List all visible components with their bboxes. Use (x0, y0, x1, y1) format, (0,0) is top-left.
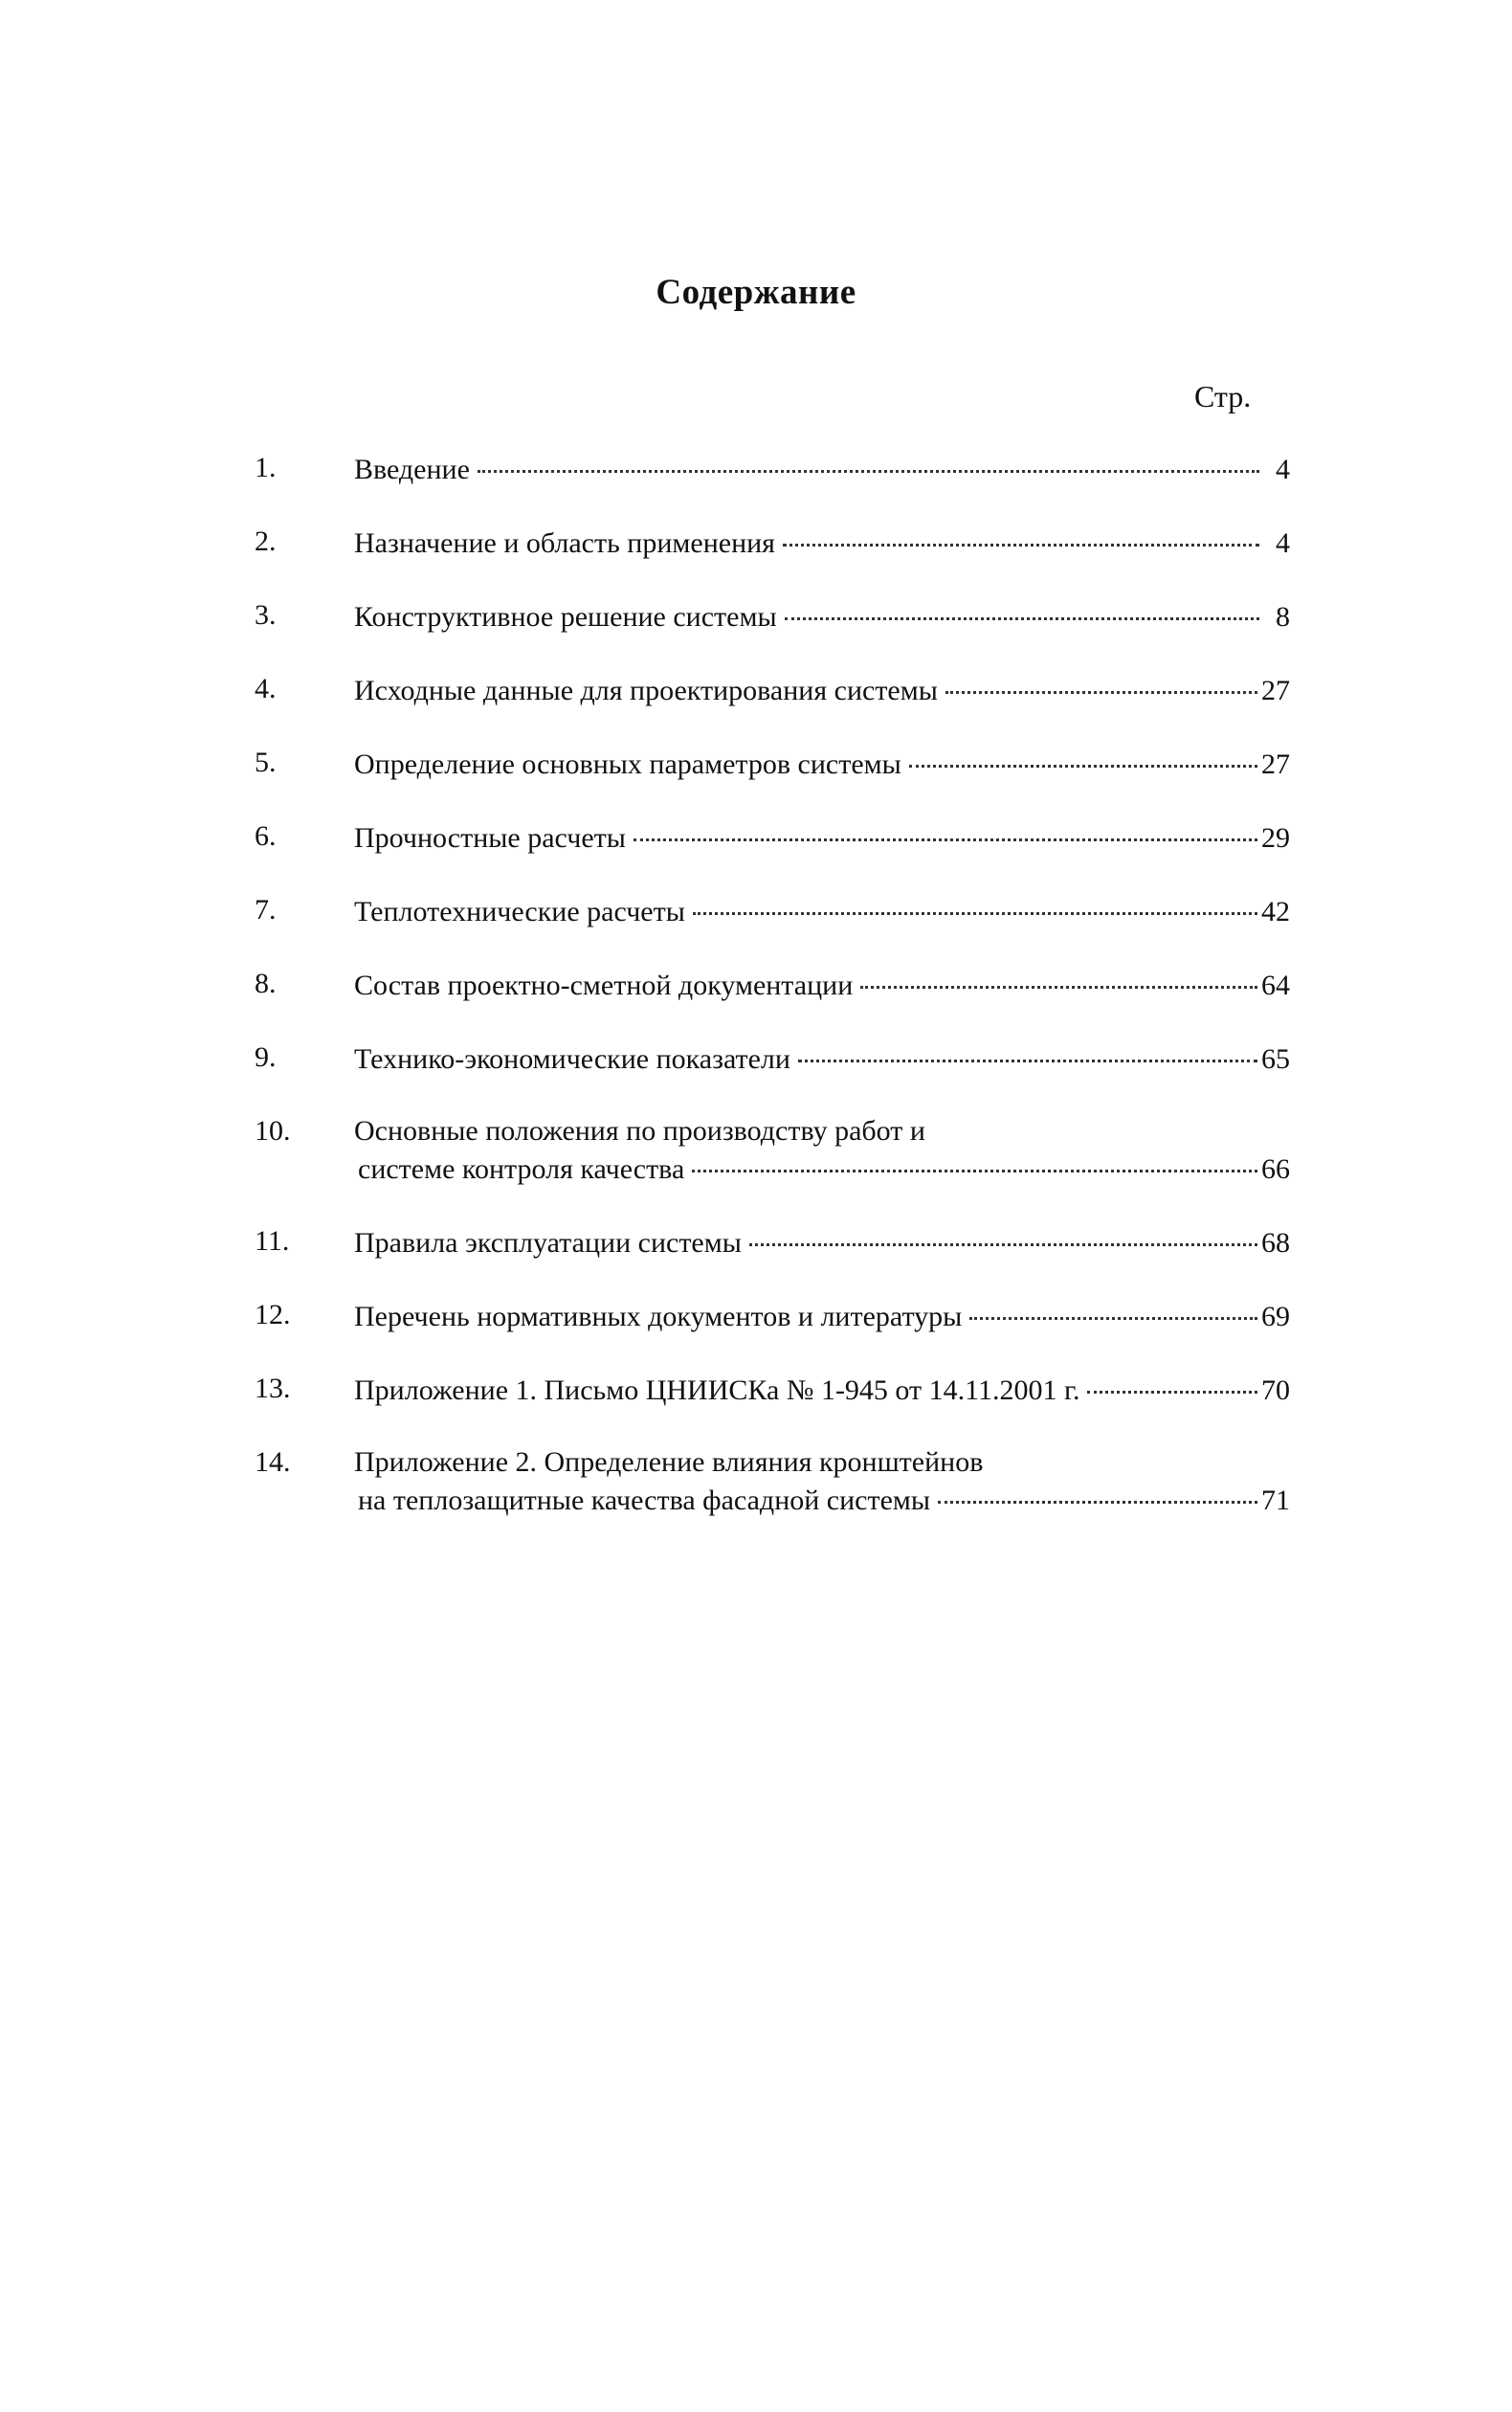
toc-entry-page: 65 (1261, 1043, 1290, 1075)
toc-entry-line (354, 671, 1290, 707)
toc-entry-page: 42 (1261, 896, 1290, 927)
toc-entry-number: 7. (255, 894, 277, 926)
toc-entry-number: 4. (255, 673, 277, 704)
toc-entry-body (354, 745, 1290, 781)
toc-entry-number: 6. (255, 820, 277, 852)
toc-entry-line (354, 524, 1290, 560)
toc-entry-line (354, 1039, 1290, 1076)
page-column-label: Стр. (1194, 379, 1252, 413)
toc-entry-title: на теплозащитные качества фасадной системы (358, 1485, 931, 1516)
toc-entry-title: системе контроля качества (358, 1153, 685, 1185)
toc-entry-line (354, 745, 1290, 781)
toc-entry-body (354, 524, 1290, 560)
toc-entry-page: 27 (1261, 675, 1290, 706)
dot-leader (634, 818, 1257, 847)
toc-entry-page: 64 (1261, 970, 1290, 1001)
dot-leader (969, 1297, 1257, 1326)
toc-entry-body (354, 1371, 1290, 1407)
toc-entry-page: 66 (1261, 1153, 1290, 1185)
toc-entry-body (354, 1223, 1290, 1260)
dot-leader (1087, 1371, 1257, 1399)
toc-entry-body (354, 1039, 1290, 1076)
toc-entry-title: Назначение и область применения (354, 527, 775, 559)
toc-entry-page: 68 (1261, 1227, 1290, 1259)
toc-entry-line (354, 1444, 1290, 1481)
toc-entry-line (354, 1223, 1290, 1260)
toc-entry-number: 12. (255, 1299, 291, 1330)
dot-leader (478, 450, 1259, 479)
toc-entry-body (354, 1113, 1290, 1186)
toc-entry-body (354, 450, 1290, 486)
toc-entry-line (354, 1297, 1290, 1333)
toc-entry-body (354, 966, 1290, 1002)
toc-entry-title: Приложение 1. Письмо ЦНИИСКа № 1-945 от 14.11.2001 г. (354, 1374, 1080, 1406)
toc-entry-title: Приложение 2. Определение влияния кронштейнов (354, 1446, 984, 1478)
toc-entry-body (354, 892, 1290, 928)
toc-entry-title: Перечень нормативных документов и литературы (354, 1301, 963, 1332)
toc-entry-title: Прочностные расчеты (354, 822, 626, 854)
dot-leader (909, 745, 1257, 773)
dot-leader (692, 1150, 1257, 1178)
toc-entry-page: 71 (1261, 1485, 1290, 1516)
toc-entry-number: 2. (255, 525, 277, 557)
toc-entry-line (354, 966, 1290, 1002)
toc-entry-line (354, 450, 1290, 486)
toc-entry-page: 4 (1276, 454, 1290, 485)
dot-leader (749, 1223, 1257, 1252)
dot-leader (693, 892, 1257, 921)
toc-entry-page: 4 (1276, 527, 1290, 559)
toc-entry-page: 70 (1261, 1374, 1290, 1406)
toc-entry-number: 10. (255, 1115, 291, 1147)
toc-entry-line (354, 597, 1290, 634)
toc-entry-number: 3. (255, 599, 277, 631)
toc-entry-title: Введение (354, 454, 470, 485)
dot-leader (783, 524, 1259, 552)
toc-entry-number: 13. (255, 1373, 291, 1404)
toc-entry-body (354, 1444, 1290, 1517)
toc-entry-page: 29 (1261, 822, 1290, 854)
dot-leader (945, 671, 1257, 700)
toc-entry-line (354, 1113, 1290, 1150)
toc-entry-page: 69 (1261, 1301, 1290, 1332)
toc-entry-page: 27 (1261, 748, 1290, 780)
toc-entry-title: Правила эксплуатации системы (354, 1227, 742, 1259)
toc-entry-number: 1. (255, 452, 277, 483)
toc-entry-number: 5. (255, 747, 277, 778)
dot-leader (785, 597, 1259, 626)
toc-entry-title: Теплотехнические расчеты (354, 896, 685, 927)
toc-entry-line (354, 1481, 1290, 1517)
toc-entry-number: 9. (255, 1041, 277, 1073)
toc-entry-line (354, 1150, 1290, 1186)
toc-entry-line (354, 1371, 1290, 1407)
toc-entry-title: Технико-экономические показатели (354, 1043, 790, 1075)
toc-entry-title: Исходные данные для проектирования системы (354, 675, 938, 706)
dot-leader (938, 1481, 1257, 1509)
toc-entry-body (354, 818, 1290, 855)
toc-entry-number: 14. (255, 1446, 291, 1478)
dot-leader (860, 966, 1257, 994)
toc-entry-title: Конструктивное решение системы (354, 601, 777, 633)
toc-entry-number: 8. (255, 968, 277, 999)
toc-entry-number: 11. (255, 1225, 290, 1257)
toc-entry-line (354, 818, 1290, 855)
dot-leader (798, 1039, 1257, 1068)
page-title: Содержание (656, 273, 856, 312)
toc-entry-body (354, 597, 1290, 634)
toc-entry-page: 8 (1276, 601, 1290, 633)
toc-entry-body (354, 671, 1290, 707)
toc-entry-body (354, 1297, 1290, 1333)
toc-entry-title: Основные положения по производству работ и (354, 1115, 925, 1147)
toc-entry-title: Определение основных параметров системы (354, 748, 901, 780)
toc-entry-title: Состав проектно-сметной документации (354, 970, 854, 1001)
toc-entry-line (354, 892, 1290, 928)
